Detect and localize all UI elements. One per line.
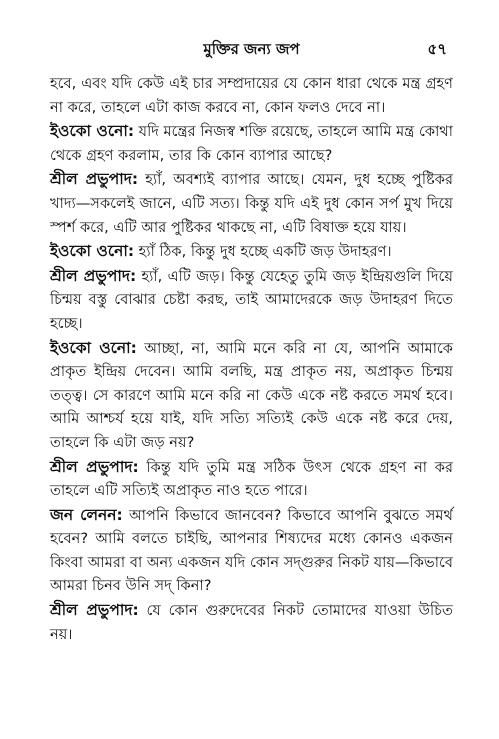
speaker-name: শ্রীল প্রভুপাদ: <box>50 457 139 476</box>
speaker-name: ইওকো ওনো: <box>50 338 137 357</box>
paragraph-text: আপনি কিভাবে জানবেন? কিভাবে আপনি বুঝতে সমর্থ হবেন? আমি বলতে চাইছি, আপনার শিষ্যদের মধ্যে কোনও একজন কিংবা আমরা বা অন্য একজন যদি কোন সদ্গুরুর নিকট যায়—কিভাবে আমরা চিনব উনি সদ্ কিনা? <box>50 506 453 595</box>
paragraph-text: কিন্তু যদি তুমি মন্ত্র সঠিক উৎস থেকে গ্রহণ না কর তাহলে এটি সত্যিই অপ্রাকৃত নাও হতে পারে। <box>50 458 453 500</box>
speaker-name: ইওকো ওনো: <box>50 122 135 141</box>
page-header <box>50 32 453 72</box>
dialogue-paragraph <box>50 456 453 503</box>
paragraph-text: হ্যাঁ ঠিক, কিন্তু দুধ হচ্ছে একটি জড় উদাহরণ। <box>138 243 392 261</box>
paragraph-text: আচ্ছা, না, আমি মনে করি না যে, আপনি আমাকে প্রাকৃত ইন্দ্রিয় দেবেন। আমি বলছি, মন্ত্র প্রাকৃত নয়, অপ্রাকৃত চিন্ময় তত্ত্ব। সে কারণে আমি মনে করি না কেউ একে নষ্ট করতে সমর্থ হবে। আমি আশ্চর্য হয়ে যাই, যদি সত্যি সত্যিই কেউ একে নষ্ট করে দেয়, তাহলে কি এটা জড় নয়? <box>50 339 453 451</box>
dialogue-paragraph <box>50 240 453 264</box>
speaker-name: ইওকো ওনো: <box>50 242 135 261</box>
speaker-name: শ্রীল প্রভুপাদ: <box>50 170 139 189</box>
speaker-name: শ্রীল প্রভুপাদ: <box>50 266 137 285</box>
running-title: মুক্তির জন্য জপ <box>203 40 300 58</box>
speaker-name: জন লেনন: <box>50 505 123 524</box>
paragraph-text: যদি মন্ত্রের নিজস্ব শক্তি রয়েছে, তাহলে আমি মন্ত্র কোথা থেকে গ্রহণ করলাম, তার কি কোন ব্যাপার আছে? <box>50 123 453 164</box>
dialogue-paragraph <box>50 337 453 455</box>
speaker-name: শ্রীল প্রভুপাদ: <box>50 601 139 620</box>
dialogue-paragraph <box>50 265 453 336</box>
paragraph-text: যে কোন গুরুদেবের নিকট তোমাদের যাওয়া উচিত নয়। <box>50 602 453 643</box>
paragraph-continuation <box>50 72 453 119</box>
paragraph-text: হ্যাঁ, অবশ্যই ব্যাপার আছে। যেমন, দুধ হচ্ছে পুষ্টিকর খাদ্য—সকলেই জানে, এটি সত্য। কিন্তু যদি এই দুধ কোন সর্প মুখ দিয়ে স্পর্শ করে, এটি আর পুষ্টিকর থাকছে না, এটি বিষাক্ত হয়ে যায়। <box>50 171 453 236</box>
dialogue-paragraph <box>50 504 453 598</box>
page-number: ৫৭ <box>427 40 447 58</box>
paragraph-text: হবে, এবং যদি কেউ এই চার সম্প্রদায়ের যে কোন ধারা থেকে মন্ত্র গ্রহণ না করে, তাহলে এটা কাজ করবে না, কোন ফলও দেবে না। <box>50 75 453 116</box>
dialogue-paragraph <box>50 168 453 239</box>
page-body <box>50 72 453 646</box>
dialogue-paragraph <box>50 120 453 167</box>
dialogue-paragraph <box>50 599 453 646</box>
paragraph-text: হ্যাঁ, এটি জড়। কিন্তু যেহেতু তুমি জড় ইন্দ্রিয়গুলি দিয়ে চিন্ময় বস্তু বোঝার চেষ্টা করছ, তাই আমাদেরকে জড় উদাহরণ দিতে হচ্ছে। <box>50 267 453 332</box>
